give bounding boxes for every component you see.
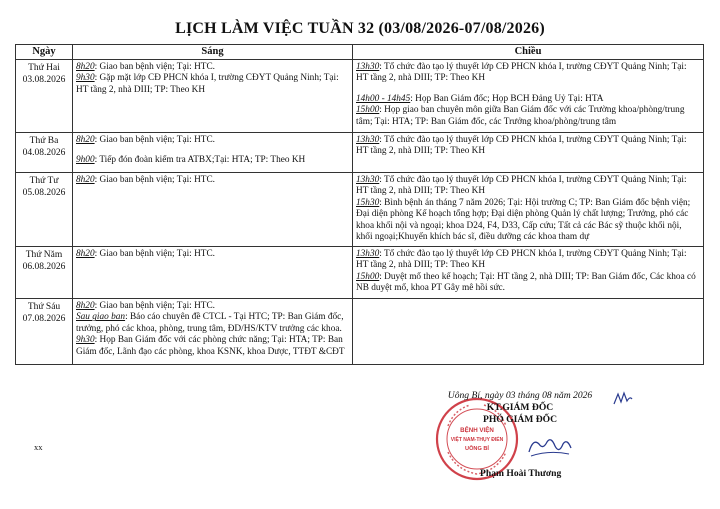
- entry-time: 13h30: [356, 135, 380, 145]
- day-cell: [16, 247, 73, 299]
- schedule-entry: [76, 73, 349, 96]
- entry-time: 9h30: [76, 335, 95, 346]
- header-day: Ngày: [16, 45, 73, 60]
- entry-time: 8h20: [76, 175, 95, 185]
- entry-text: : Giao ban bệnh viện; Tại: HTC.: [94, 135, 215, 145]
- entry-text: : Giao ban bệnh viện; Tại: HTC.: [94, 301, 215, 311]
- signature-block: [410, 390, 630, 426]
- schedule-entry: [76, 155, 349, 166]
- day-cell: [16, 173, 73, 247]
- day-date: 03.08.2026: [22, 75, 66, 85]
- schedule-entry: [356, 105, 700, 128]
- signer-name: Phạm Hoài Thương: [480, 468, 562, 479]
- afternoon-cell: [353, 60, 704, 133]
- entry-text: : Duyệt mổ theo kế hoạch; Tại: HT tầng 2, nhà DIII; TP: Ban Giám đốc, Các khoa có NB duyệt mổ, khoa PT Gây mê hồi sức.: [356, 271, 696, 294]
- day-cell: [16, 299, 73, 365]
- day-name: Thứ Hai: [28, 63, 60, 73]
- entry-time: 8h20: [76, 301, 95, 311]
- entry-time: 15h00: [356, 271, 380, 282]
- entry-time: 13h30: [356, 175, 380, 185]
- afternoon-cell: [353, 299, 704, 365]
- entry-text: : Họp giao ban chuyên môn giữa Ban Giám đốc với các Trường khoa/phòng/trung tâm; Tại: HTA; TP: Ban Giám đốc, các Trưởng khoa/phòng/trung tâm: [356, 105, 685, 127]
- entry-time: Sau giao ban: [76, 312, 126, 323]
- day-row: [16, 133, 704, 173]
- schedule-entry: [356, 175, 700, 198]
- entry-time: 9h30: [76, 73, 95, 84]
- schedule-entry: [356, 198, 700, 244]
- stamp-line3: UÔNG BÍ: [465, 446, 489, 452]
- header-morning: Sáng: [73, 45, 353, 60]
- day-row: [16, 173, 704, 247]
- schedule-table: [15, 44, 704, 365]
- entry-text: : Tổ chức đào tạo lý thuyết lớp CĐ PHCN khóa I, trường CĐYT Quảng Ninh; Tại: HT tầng 2, nhà DIII; TP: Theo KH: [356, 175, 687, 197]
- header-afternoon: Chiều: [353, 45, 704, 60]
- entry-time: 15h30: [356, 197, 380, 208]
- entry-text: : Giao ban bệnh viện; Tại: HTC.: [94, 62, 215, 72]
- schedule-entry: [76, 175, 349, 186]
- stamp-line2: VIỆT NAM-THỤY ĐIỂN: [450, 437, 504, 443]
- day-date: 07.08.2026: [22, 314, 66, 324]
- day-cell: [16, 133, 73, 173]
- day-row: [16, 247, 704, 299]
- entry-time: 8h20: [76, 135, 95, 145]
- schedule-entry: [76, 301, 349, 312]
- morning-cell: [73, 173, 353, 247]
- entry-text: : Họp Ban Giám đốc với các phòng chức năng; Tại: HTA; TP: Ban Giám đốc, Lãnh đạo các phòng, khoa KSNK, khoa Dược, TTĐT &CĐT: [76, 335, 345, 357]
- afternoon-cell: [353, 173, 704, 247]
- entry-text: : Bình bệnh án tháng 7 năm 2026; Tại: Hội trường C; TP: Ban Giám đốc bệnh viện; Đại diện phòng Kế hoạch tổng hợp; Đại diện phòng Quản lý chất lượng; Trưởng, phó các khoa khối nội và ngoại; khoa D24, F4, D33, Cấp cứu; Tất cả các Bác sỹ thuộc khối nội, khối ngoại;Khuyến khích bác sĩ, điều dưỡng các khoa tham dự: [356, 197, 691, 243]
- schedule-entry: [76, 335, 349, 358]
- schedule-entry: [76, 135, 349, 146]
- initial-signature-icon: [612, 390, 634, 408]
- schedule-entry: [356, 249, 700, 272]
- entry-time: 13h30: [356, 249, 380, 259]
- schedule-entry: [76, 62, 349, 73]
- role-line2: PHÓ GIÁM ĐỐC: [482, 414, 558, 425]
- morning-cell: [73, 60, 353, 133]
- morning-cell: [73, 299, 353, 365]
- day-cell: [16, 60, 73, 133]
- entry-text: : Báo cáo chuyên đề CTCL - Tại HTC; TP: Ban Giám đốc, trưởng, phó các khoa, phòng, trung tâm, ĐD/HS/KTV trưởng các khoa.: [76, 312, 344, 334]
- day-date: 06.08.2026: [22, 262, 66, 272]
- entry-text: : Tổ chức đào tạo lý thuyết lớp CĐ PHCN khóa I, trường CĐYT Quảng Ninh; Tại: HT tầng 2, nhà DIII; TP: Theo KH: [356, 62, 687, 84]
- page-title: LỊCH LÀM VIỆC TUẦN 32 (03/08/2026-07/08/2026): [175, 20, 545, 37]
- day-name: Thứ Tư: [29, 176, 59, 186]
- day-date: 05.08.2026: [22, 188, 66, 198]
- morning-cell: [73, 247, 353, 299]
- footer-note: xx: [34, 442, 43, 452]
- day-row: [16, 60, 704, 133]
- place-date: Uông Bí, ngày 03 tháng 08 năm 2026: [447, 390, 593, 401]
- entry-text: : Gặp mặt lớp CĐ PHCN khóa I, trường CĐYT Quảng Ninh; Tại: HT tầng 2, nhà DIII; TP: Theo KH: [76, 73, 339, 95]
- entry-time: 14h00 - 14h45: [356, 93, 411, 104]
- entry-text: : Giao ban bệnh viện; Tại: HTC.: [94, 249, 215, 259]
- entry-text: : Tổ chức đào tạo lý thuyết lớp CĐ PHCN khóa I, trường CĐYT Quảng Ninh; Tại: HT tầng 2, nhà DIII; TP: Theo KH: [356, 135, 687, 157]
- day-name: Thứ Sáu: [27, 302, 61, 312]
- schedule-entry: [76, 249, 349, 260]
- entry-time: 9h00: [76, 155, 95, 166]
- entry-text: : Họp Ban Giám đốc; Họp BCH Đảng Uỷ Tại: HTA: [410, 93, 604, 104]
- schedule-entry: [356, 272, 700, 295]
- header-row: [16, 45, 704, 60]
- schedule-entry: [356, 135, 700, 158]
- entry-text: : Tổ chức đào tạo lý thuyết lớp CĐ PHCN khóa I, trường CĐYT Quảng Ninh; Tại: HT tầng 2, nhà DIII; TP: Theo KH: [356, 249, 687, 271]
- day-row: [16, 299, 704, 365]
- day-name: Thứ Ba: [29, 136, 59, 146]
- entry-time: 13h30: [356, 62, 380, 72]
- entry-text: : Giao ban bệnh viện; Tại: HTC.: [94, 175, 215, 185]
- stamp-line1: BỆNH VIỆN: [460, 427, 494, 434]
- schedule-entry: [356, 94, 700, 105]
- day-date: 04.08.2026: [22, 148, 66, 158]
- day-name: Thứ Năm: [25, 250, 63, 260]
- afternoon-cell: [353, 133, 704, 173]
- morning-cell: [73, 133, 353, 173]
- afternoon-cell: [353, 247, 704, 299]
- entry-time: 8h20: [76, 62, 95, 72]
- handwritten-signature-icon: [525, 434, 575, 460]
- entry-time: 15h00: [356, 105, 380, 116]
- schedule-entry: [356, 62, 700, 85]
- entry-text: : Tiếp đón đoàn kiểm tra ATBX;Tại: HTA; TP: Theo KH: [94, 155, 306, 166]
- role-line1: KT.GIÁM ĐỐC: [486, 402, 554, 413]
- schedule-entry: [76, 312, 349, 335]
- entry-time: 8h20: [76, 249, 95, 259]
